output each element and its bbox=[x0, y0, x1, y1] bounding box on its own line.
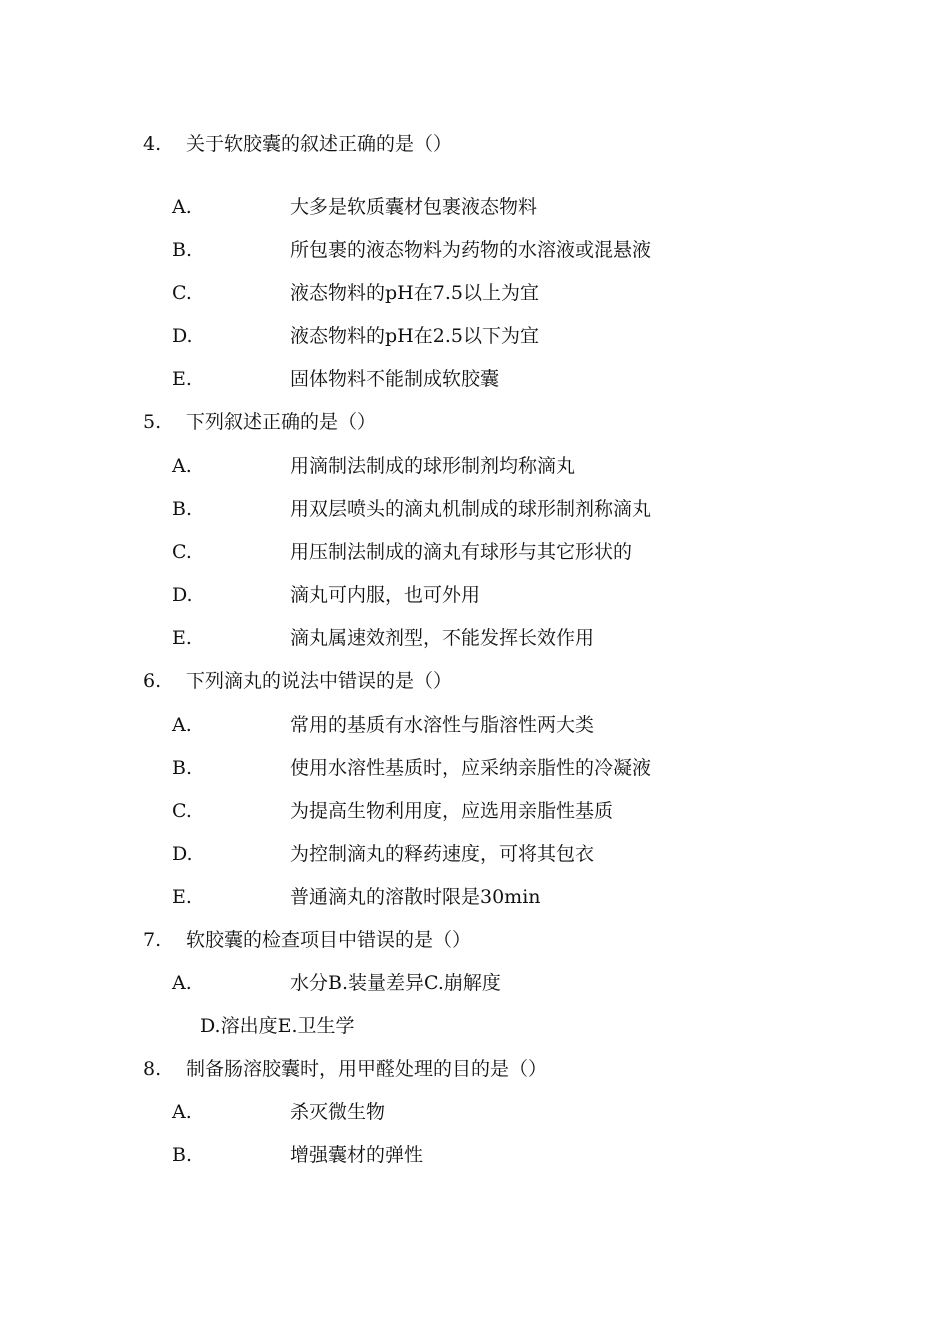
question-number: 5. bbox=[143, 411, 162, 433]
option-text: 水分B.装量差异C.崩解度 bbox=[290, 972, 501, 994]
option-label: B. bbox=[172, 498, 193, 520]
question-text: 软胶囊的检查项目中错误的是（） bbox=[186, 929, 472, 951]
option-label: B. bbox=[172, 1144, 193, 1166]
option-label: D. bbox=[172, 584, 193, 606]
question-number: 7. bbox=[143, 929, 162, 951]
option-text: 所包裹的液态物料为药物的水溶液或混悬液 bbox=[290, 239, 652, 261]
option-text: 普通滴丸的溶散时限是30min bbox=[290, 886, 541, 908]
option-label: A. bbox=[172, 196, 192, 218]
option-text: 使用水溶性基质时，应采纳亲脂性的冷凝液 bbox=[290, 757, 652, 779]
option-label: E. bbox=[172, 627, 192, 649]
question-number: 8. bbox=[143, 1058, 162, 1080]
option-label: C. bbox=[172, 541, 192, 563]
question-text: 下列叙述正确的是（） bbox=[186, 411, 377, 433]
option-text: 滴丸属速效剂型，不能发挥长效作用 bbox=[290, 627, 595, 649]
question-number: 4. bbox=[143, 133, 162, 155]
option-label: E. bbox=[172, 886, 192, 908]
option-text: 用滴制法制成的球形制剂均称滴丸 bbox=[290, 455, 576, 477]
option-label: A. bbox=[172, 714, 192, 736]
option-text: 为提高生物利用度，应选用亲脂性基质 bbox=[290, 800, 614, 822]
question-text: 关于软胶囊的叙述正确的是（） bbox=[186, 133, 453, 155]
question-text: 下列滴丸的说法中错误的是（） bbox=[186, 670, 453, 692]
option-label: B. bbox=[172, 239, 193, 261]
option-label: A. bbox=[172, 972, 192, 994]
option-label: E. bbox=[172, 368, 192, 390]
option-text: 滴丸可内服，也可外用 bbox=[290, 584, 481, 606]
question-number: 6. bbox=[143, 670, 162, 692]
option-text: 液态物料的pH在7.5以上为宜 bbox=[290, 282, 539, 304]
option-text: 液态物料的pH在2.5以下为宜 bbox=[290, 325, 539, 347]
option-text: 增强囊材的弹性 bbox=[290, 1144, 424, 1166]
option-text: 为控制滴丸的释药速度，可将其包衣 bbox=[290, 843, 595, 865]
option-text: 大多是软质囊材包裹液态物料 bbox=[290, 196, 538, 218]
option-text: 用压制法制成的滴丸有球形与其它形状的 bbox=[290, 541, 633, 563]
option-label: C. bbox=[172, 800, 192, 822]
option-text: 常用的基质有水溶性与脂溶性两大类 bbox=[290, 714, 595, 736]
option-label: C. bbox=[172, 282, 192, 304]
option-label: A. bbox=[172, 455, 192, 477]
option-text: 固体物料不能制成软胶囊 bbox=[290, 368, 500, 390]
option-label: B. bbox=[172, 757, 193, 779]
option-continuation-text: D.溶出度E.卫生学 bbox=[200, 1015, 355, 1037]
question-text: 制备肠溶胶囊时，用甲醛处理的目的是（） bbox=[186, 1058, 548, 1080]
option-text: 杀灭微生物 bbox=[290, 1101, 386, 1123]
option-label: A. bbox=[172, 1101, 192, 1123]
option-label: D. bbox=[172, 843, 193, 865]
option-text: 用双层喷头的滴丸机制成的球形制剂称滴丸 bbox=[290, 498, 652, 520]
option-label: D. bbox=[172, 325, 193, 347]
